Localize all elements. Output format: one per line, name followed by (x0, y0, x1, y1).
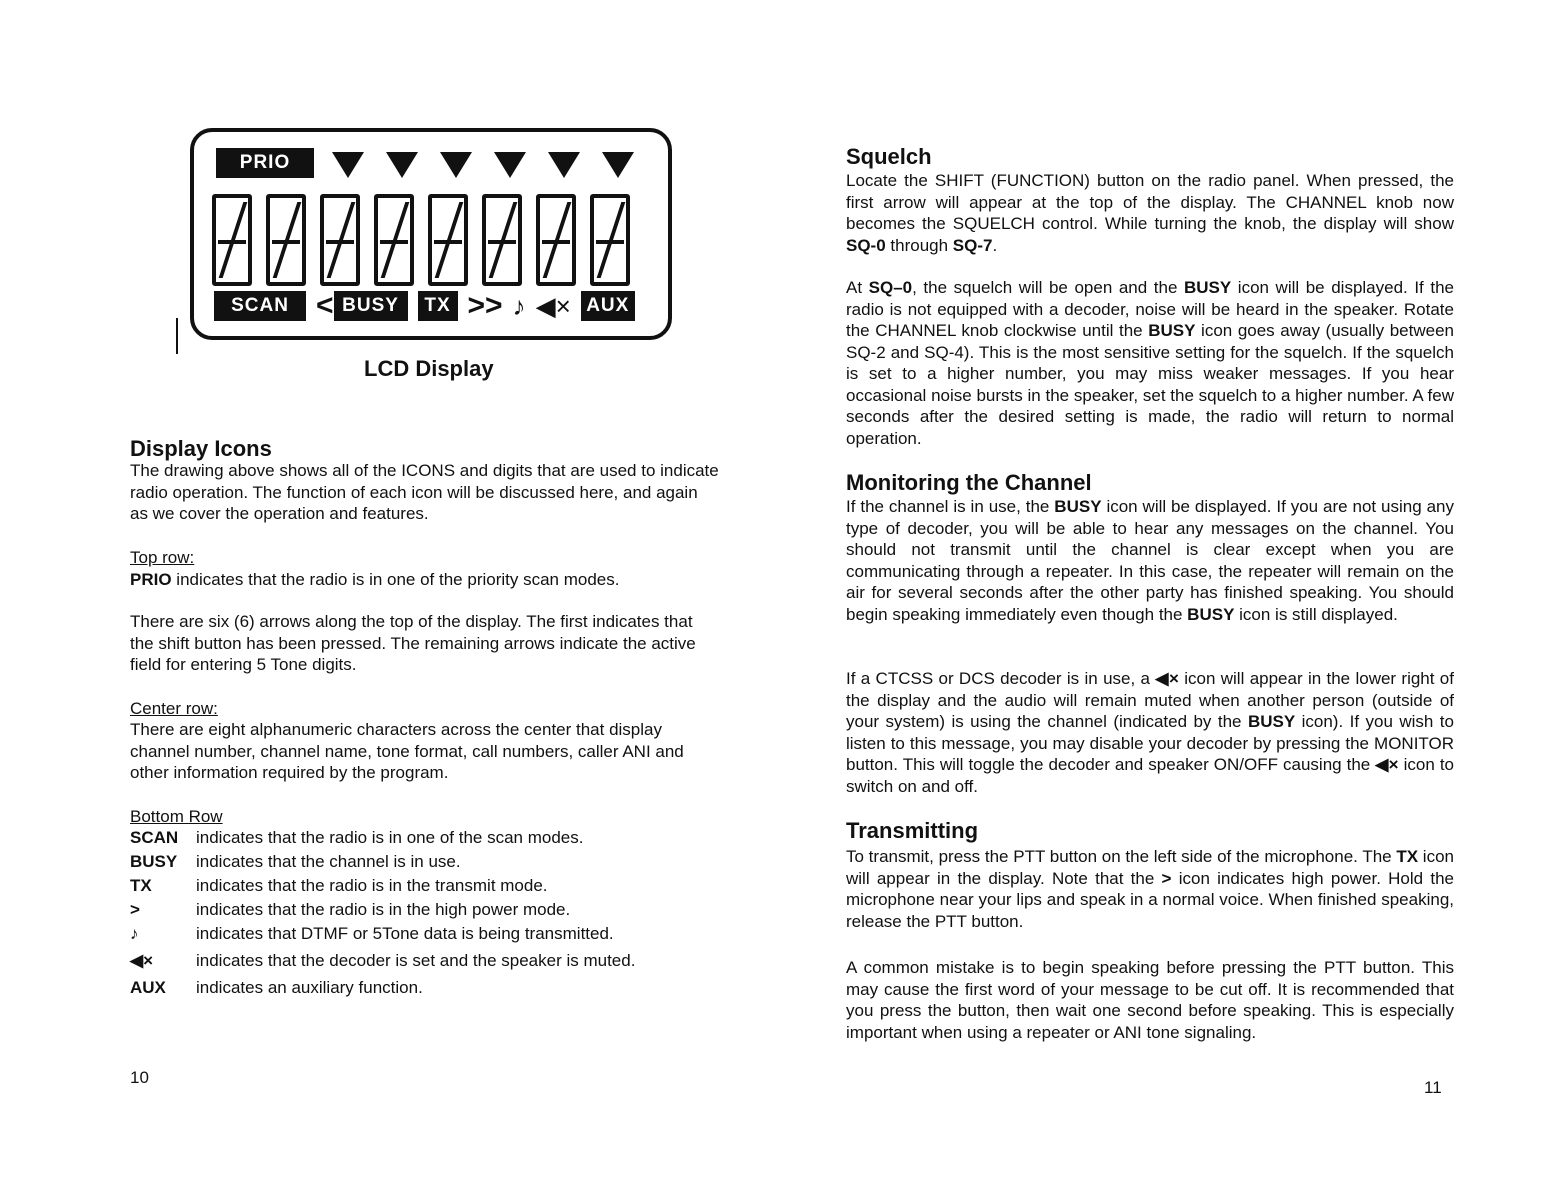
legend-key: > (130, 900, 140, 919)
prio-badge: PRIO (216, 148, 314, 178)
speaker-mute-icon: ◀× (1375, 755, 1399, 774)
aux-badge: AUX (581, 291, 635, 321)
transmitting-heading: Transmitting (846, 818, 979, 843)
text: icon is still displayed. (1234, 604, 1398, 624)
text: If a CTCSS or DCS decoder is in use, a (846, 669, 1156, 688)
monitoring-paragraph-1 (846, 496, 1454, 625)
busy-text: BUSY (1187, 604, 1235, 624)
speaker-mute-icon: ◀× (1155, 669, 1179, 688)
legend-key: BUSY (130, 852, 178, 871)
text: icon goes away (usually between SQ-2 and SQ-4). This is the most sensitive setting for the squelch. If the squelch is set to a higher number, you may miss weaker messages. If you hear occasional noise bursts in the speaker, set the squelch to a higher number. A few seconds after the desired setting is made, the radio will return to normal operation. (846, 321, 1454, 448)
legend-key: AUX (130, 978, 166, 997)
center-paragraph: There are eight alphanumeric characters across the center that display channel number, channel name, tone format, call numbers, caller ANI and other information required by the program. (130, 720, 684, 782)
prio-key: PRIO (130, 570, 172, 589)
music-note-icon: ♪ (512, 291, 526, 321)
busy-text: BUSY (1054, 497, 1102, 516)
text: At (846, 278, 869, 297)
text: icon indicates high power. Hold the microphone near your lips and speak in a normal voice. When finished speaking, release the PTT button. (846, 868, 1454, 931)
busy-text: BUSY (1247, 712, 1296, 731)
busy-text: BUSY (1183, 278, 1232, 297)
text: icon). If you wish to listen to this message, you may disable your decoder by pressing the MONITOR button. This will toggle the decoder and speaker ON/OFF causing the (846, 712, 1454, 774)
intro-paragraph: The drawing above shows all of the ICONS and digits that are used to indicate radio operation. The function of each icon will be discussed here, and again as we cover the operation and features. (130, 461, 719, 523)
sq0-text: SQ-0 (846, 235, 886, 255)
sq7-text: SQ-7 (952, 235, 993, 255)
text: through (885, 235, 953, 255)
legend-text: indicates an auxiliary function. (196, 978, 423, 997)
top-row-label: Top row: (130, 548, 195, 567)
center-row-label: Center row: (130, 699, 218, 718)
legend-text: indicates that the decoder is set and the speaker is muted. (196, 951, 636, 970)
text: icon will appear in the display. Note that the (846, 847, 1454, 888)
tx-text: TX (1396, 847, 1419, 866)
tx-badge: TX (418, 291, 458, 321)
text: icon to switch on and off. (846, 755, 1455, 796)
text: , the squelch will be open and the (912, 278, 1184, 297)
transmitting-paragraph-1 (846, 846, 1454, 932)
text: Locate the SHIFT (FUNCTION) button on the radio panel. When pressed, the first arrow will appear at the top of the display. The CHANNEL knob now becomes the SQUELCH control. While turning the knob, the display will show (846, 171, 1454, 233)
text: icon will be displayed. If the radio is not equipped with a decoder, noise will be heard in the speaker. Rotate the CHANNEL knob clockwise until the (846, 278, 1454, 340)
scan-badge: SCAN (214, 291, 306, 321)
monitoring-paragraph-2 (846, 668, 1454, 797)
speaker-mute-icon: ◀× (535, 291, 571, 321)
legend-key: TX (130, 876, 152, 895)
squelch-paragraph-2 (846, 277, 1454, 449)
text: . (992, 235, 998, 255)
text: To transmit, press the PTT button on the left side of the microphone. The (846, 847, 1397, 866)
monitoring-heading: Monitoring the Channel (846, 470, 1092, 495)
squelch-paragraph-1 (846, 170, 1454, 256)
music-note-icon: ♪ (130, 924, 139, 943)
page-number-left: 10 (130, 1068, 149, 1087)
legend-text: indicates that the radio is in the high power mode. (196, 900, 571, 919)
legend-text: indicates that DTMF or 5Tone data is being transmitted. (196, 924, 614, 943)
bottom-row-label: Bottom Row (130, 807, 223, 826)
sq0-text: SQ–0 (868, 278, 913, 297)
page-number-right: 11 (1424, 1078, 1442, 1097)
text: icon will be displayed. If you are not using any type of decoder, you will be able to hear any messages on the channel. You should not transmit until the channel is clear except when you are communicating through a repeater. In this case, the repeater will remain on the air for several seconds after the other party has finished speaking. You should begin speaking immediately even though the (846, 497, 1455, 624)
busy-text: BUSY (1148, 321, 1196, 340)
legend-key: SCAN (130, 828, 179, 847)
high-power-chevron-icon: >> (467, 289, 503, 322)
legend-text: indicates that the radio is in the transmit mode. (196, 876, 548, 895)
text: icon will appear in the lower right of the display and the audio will remain muted when another person (outside of your system) is using the channel (indicated by the (846, 669, 1454, 731)
text: If the channel is in use, the (846, 497, 1055, 516)
legend-text: indicates that the radio is in one of the scan modes. (196, 828, 584, 847)
arrows-paragraph: There are six (6) arrows along the top of the display. The first indicates that the shift button has been pressed. The remaining arrows indicate the active field for entering 5 Tone digits. (130, 612, 696, 674)
prio-text: indicates that the radio is in one of the priority scan modes. (171, 570, 620, 589)
chevron-left-icon: < (316, 289, 334, 322)
legend-text: indicates that the channel is in use. (196, 852, 461, 871)
busy-badge: BUSY (334, 291, 408, 321)
high-power-text: > (1161, 868, 1172, 888)
lcd-caption: LCD Display (364, 356, 494, 381)
speaker-mute-icon: ◀× (130, 951, 154, 970)
squelch-heading: Squelch (846, 144, 932, 169)
display-icons-heading: Display Icons (130, 436, 272, 461)
transmitting-paragraph-2: A common mistake is to begin speaking before pressing the PTT button. This may cause the first word of your message to be cut off. It is recommended that you press the button, then wait one second before speaking. This is especially important when using a repeater or ANI tone signaling. (846, 958, 1454, 1042)
